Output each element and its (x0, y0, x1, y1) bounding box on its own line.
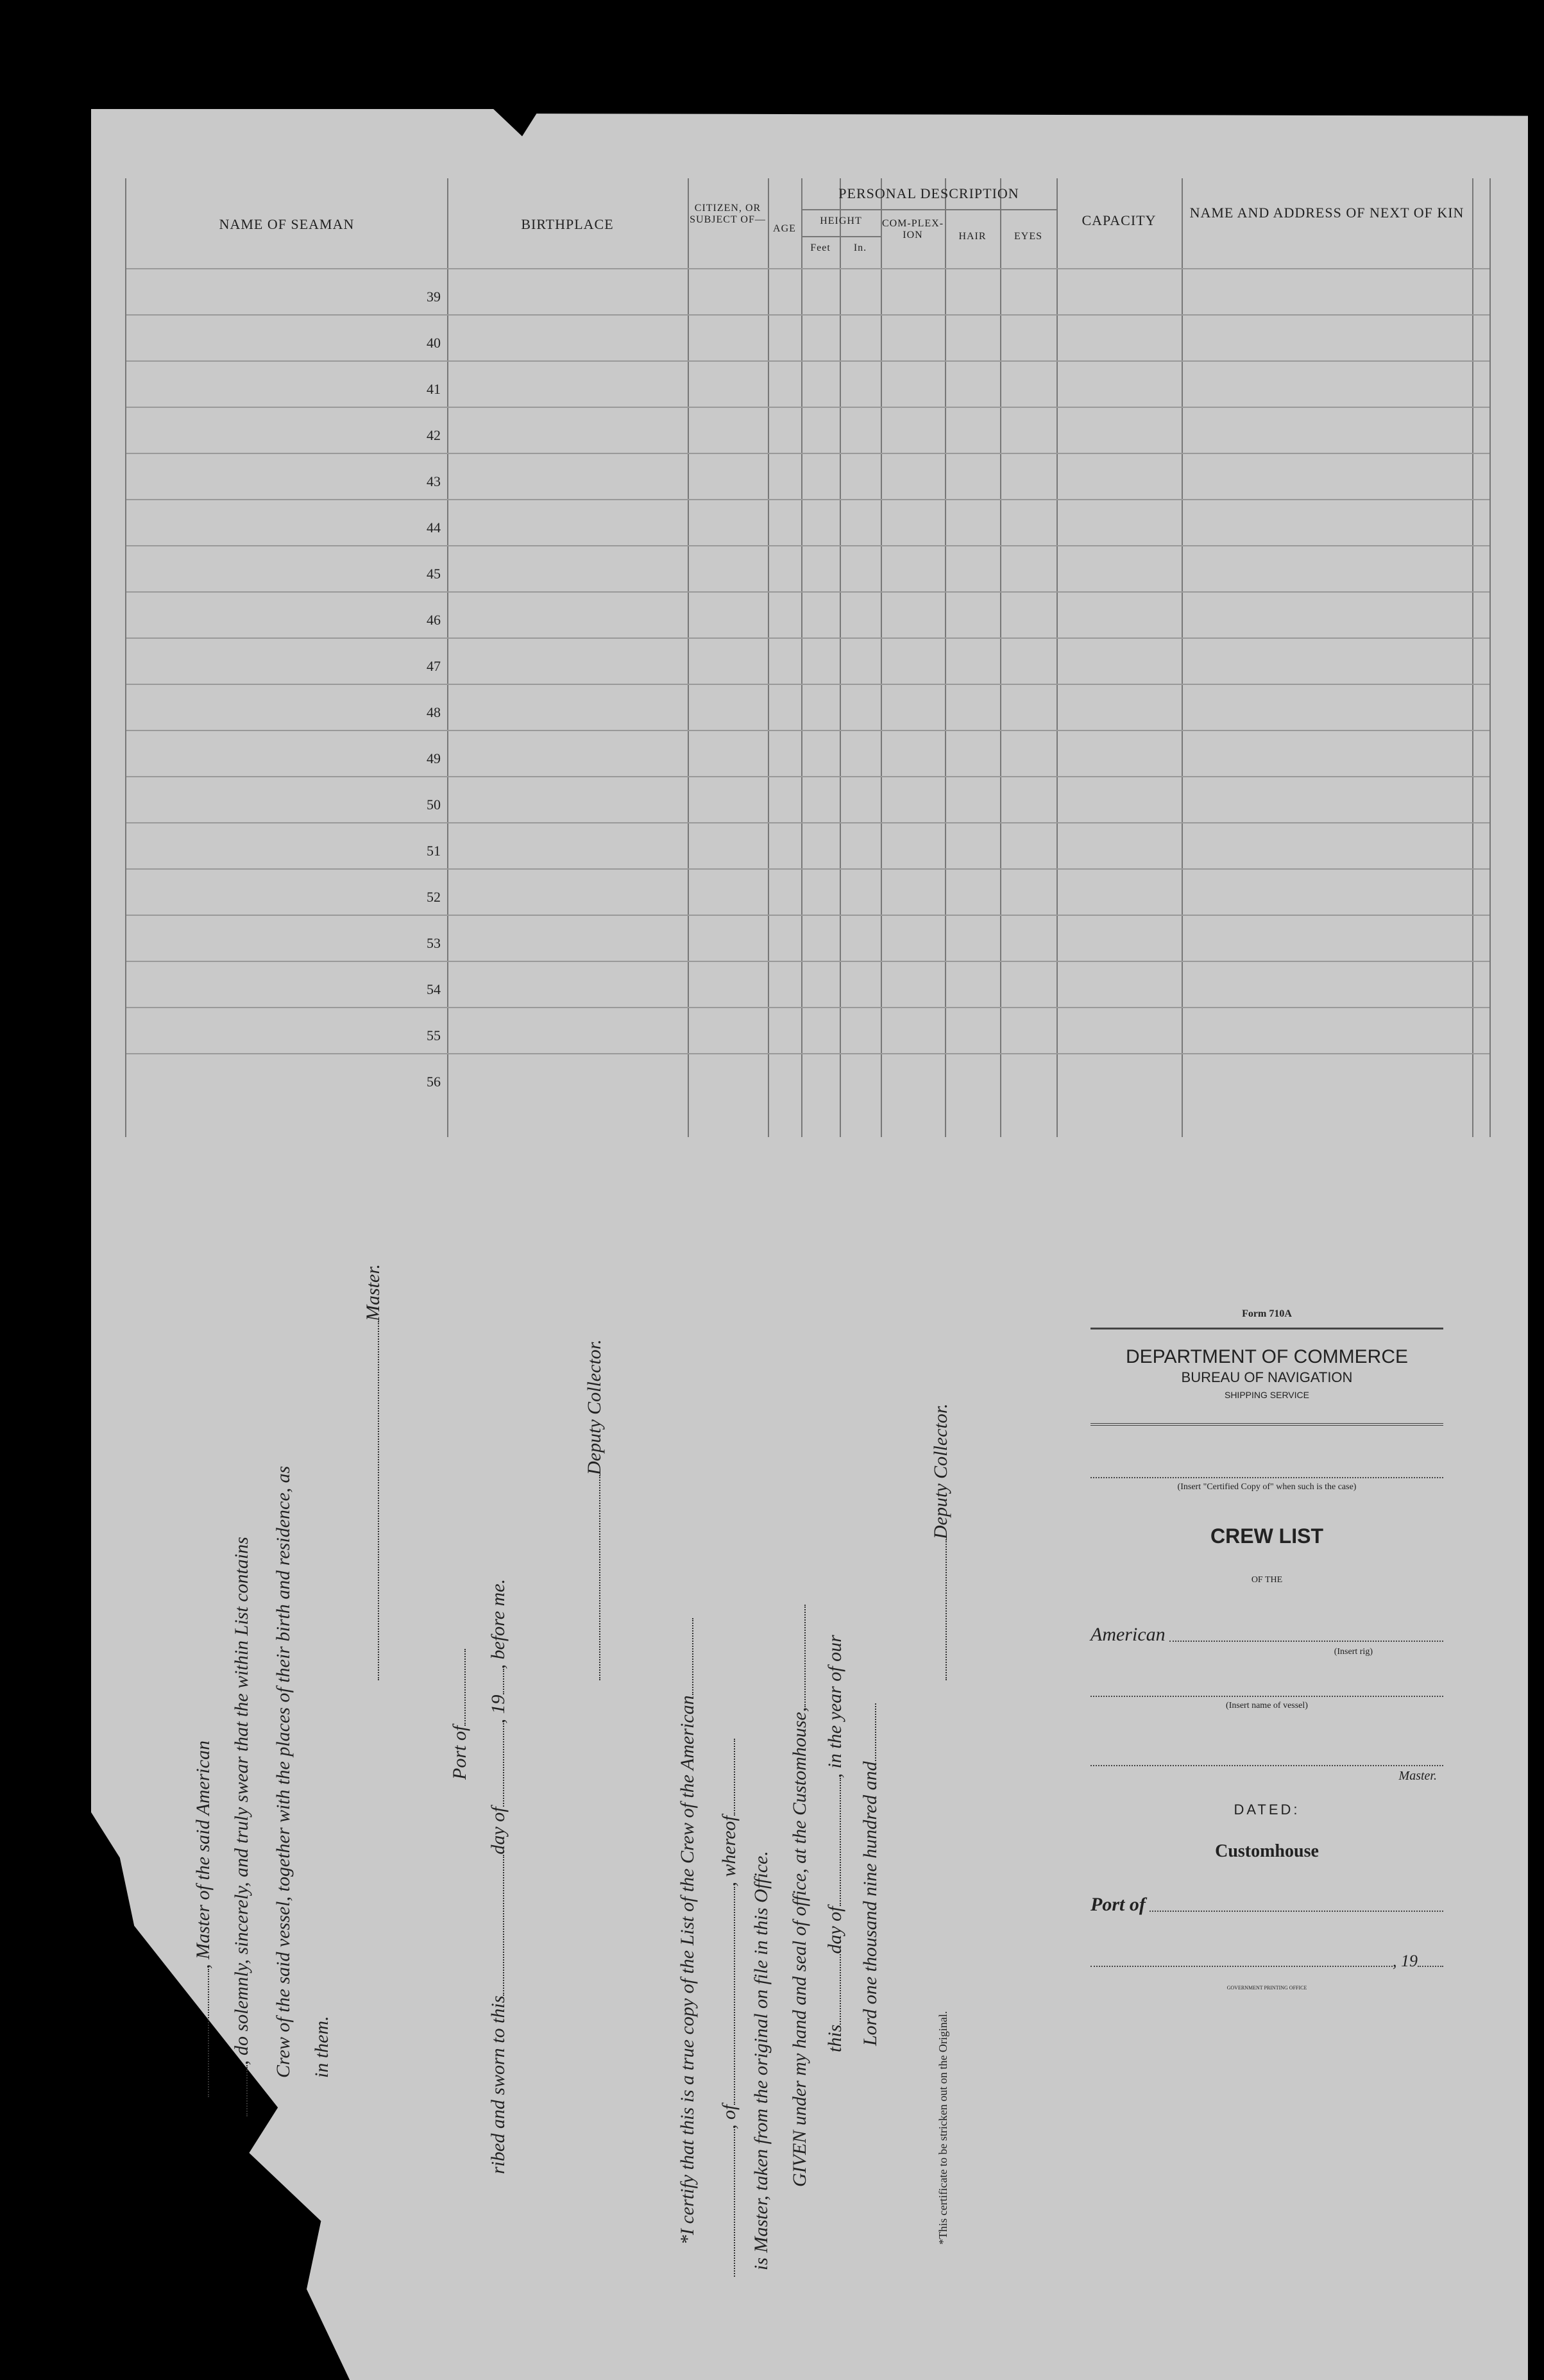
vessel-line (1090, 1696, 1443, 1697)
lord-line: Lord one thousand nine hundred and (860, 1703, 881, 2046)
table-row (126, 637, 1489, 684)
certify-line-3: is Master, taken from the original on file in this Office. (751, 1851, 772, 2270)
table-row (126, 453, 1489, 499)
row-number: 52 (427, 889, 441, 905)
row-number: 40 (427, 335, 441, 351)
oath-line-4: in them. (311, 2016, 332, 2078)
table-row (126, 314, 1489, 360)
this-day-line: thisday of, in the year of our (824, 1635, 845, 2052)
table-row (126, 591, 1489, 637)
certify-line-1: *I certify that this is a true copy of the List of the Crew of the American (677, 1618, 699, 2245)
table-row (126, 868, 1489, 915)
row-number: 49 (427, 750, 441, 766)
oath-port: Port of (449, 1649, 471, 1780)
certified-note: (Insert "Certified Copy of" when such is the case) (1177, 1482, 1357, 1492)
header-height: HEIGHT (820, 215, 862, 226)
table-row (126, 545, 1489, 591)
table-row (126, 268, 1489, 314)
header-citizen: CITIZEN, OR SUBJECT OF— (690, 203, 766, 225)
row-number: 53 (427, 935, 441, 951)
table-row (126, 360, 1489, 407)
row-number: 56 (427, 1074, 441, 1090)
of-the: OF THE (1251, 1575, 1283, 1585)
table-row (126, 684, 1489, 730)
master-label: Master. (1398, 1769, 1437, 1783)
table-row (126, 499, 1489, 545)
oath-line-1: , Master of the said American (192, 1741, 214, 2097)
row-number: 39 (427, 289, 441, 305)
row-number: 50 (427, 797, 441, 813)
certify-line-2: , of, whereof (718, 1739, 740, 2277)
oath-master-line: Master. (362, 1264, 384, 1680)
department-title: DEPARTMENT OF COMMERCE (1125, 1346, 1409, 1367)
oath-line-2: , do solemnly, sincerely, and truly swear that the within List contains (231, 1537, 253, 2116)
crew-table (125, 178, 1491, 1137)
cover-rule (1090, 1423, 1443, 1426)
header-capacity: CAPACITY (1082, 212, 1157, 228)
deputy-collector-1: Deputy Collector. (584, 1339, 606, 1680)
row-number: 45 (427, 566, 441, 582)
customhouse-label: Customhouse (1215, 1841, 1319, 1861)
header-feet: Feet (810, 242, 831, 253)
header-rule (801, 236, 881, 237)
cover-rule (1090, 1328, 1443, 1329)
printer-mark: GOVERNMENT PRINTING OFFICE (1226, 1985, 1307, 1991)
row-number: 51 (427, 843, 441, 859)
row-number: 42 (427, 427, 441, 443)
oath-line-3: Crew of the said vessel, together with the places of their birth and residence, as (273, 1465, 294, 2078)
table-row (126, 961, 1489, 1007)
header-rule (801, 209, 1056, 210)
header-birthplace: BIRTHPLACE (521, 216, 614, 232)
header-age: AGE (773, 223, 796, 234)
header-complexion: COM-PLEX-ION (881, 218, 944, 241)
port-of-line: Port of (1090, 1894, 1443, 1916)
table-row (126, 1053, 1489, 1099)
header-next-of-kin: NAME AND ADDRESS OF NEXT OF KIN (1189, 205, 1464, 221)
table-row (126, 822, 1489, 868)
certified-line (1090, 1477, 1443, 1478)
row-number: 44 (427, 519, 441, 536)
table-row (126, 915, 1489, 961)
table-row (126, 730, 1489, 776)
crew-list-title: CREW LIST (1210, 1524, 1323, 1548)
row-number: 46 (427, 612, 441, 628)
row-number: 55 (427, 1027, 441, 1043)
row-number: 41 (427, 381, 441, 397)
american-rig-line: American (1090, 1624, 1443, 1646)
table-row (126, 407, 1489, 453)
service-title: SHIPPING SERVICE (1224, 1390, 1309, 1400)
year-line: , 19 (1090, 1952, 1443, 1971)
cover-panel (1084, 1308, 1450, 1991)
rig-note: (Insert rig) (1334, 1647, 1373, 1657)
bureau-title: BUREAU OF NAVIGATION (1181, 1369, 1353, 1385)
header-inches: In. (853, 242, 867, 253)
master-line (1090, 1765, 1443, 1766)
header-name: NAME OF SEAMAN (219, 216, 355, 232)
header-personal-description: PERSONAL DESCRIPTION (838, 185, 1019, 201)
form-number: Form 710A (1242, 1308, 1292, 1319)
dated-label: DATED: (1234, 1802, 1300, 1818)
row-number: 47 (427, 658, 441, 674)
row-number: 43 (427, 473, 441, 489)
row-number: 54 (427, 981, 441, 997)
table-row (126, 1007, 1489, 1053)
footnote: *This certificate to be stricken out on the Original. (937, 2011, 949, 2245)
oath-sworn: ribed and sworn to thisday of, 19, before me. (488, 1578, 509, 2174)
row-number: 48 (427, 704, 441, 720)
header-eyes: EYES (1014, 231, 1042, 242)
vessel-note: (Insert name of vessel) (1226, 1701, 1308, 1710)
table-row (126, 776, 1489, 822)
header-hair: HAIR (958, 231, 987, 242)
deputy-collector-2: Deputy Collector. (930, 1403, 952, 1680)
given-line: GIVEN under my hand and seal of office, at the Customhouse, (789, 1605, 811, 2187)
